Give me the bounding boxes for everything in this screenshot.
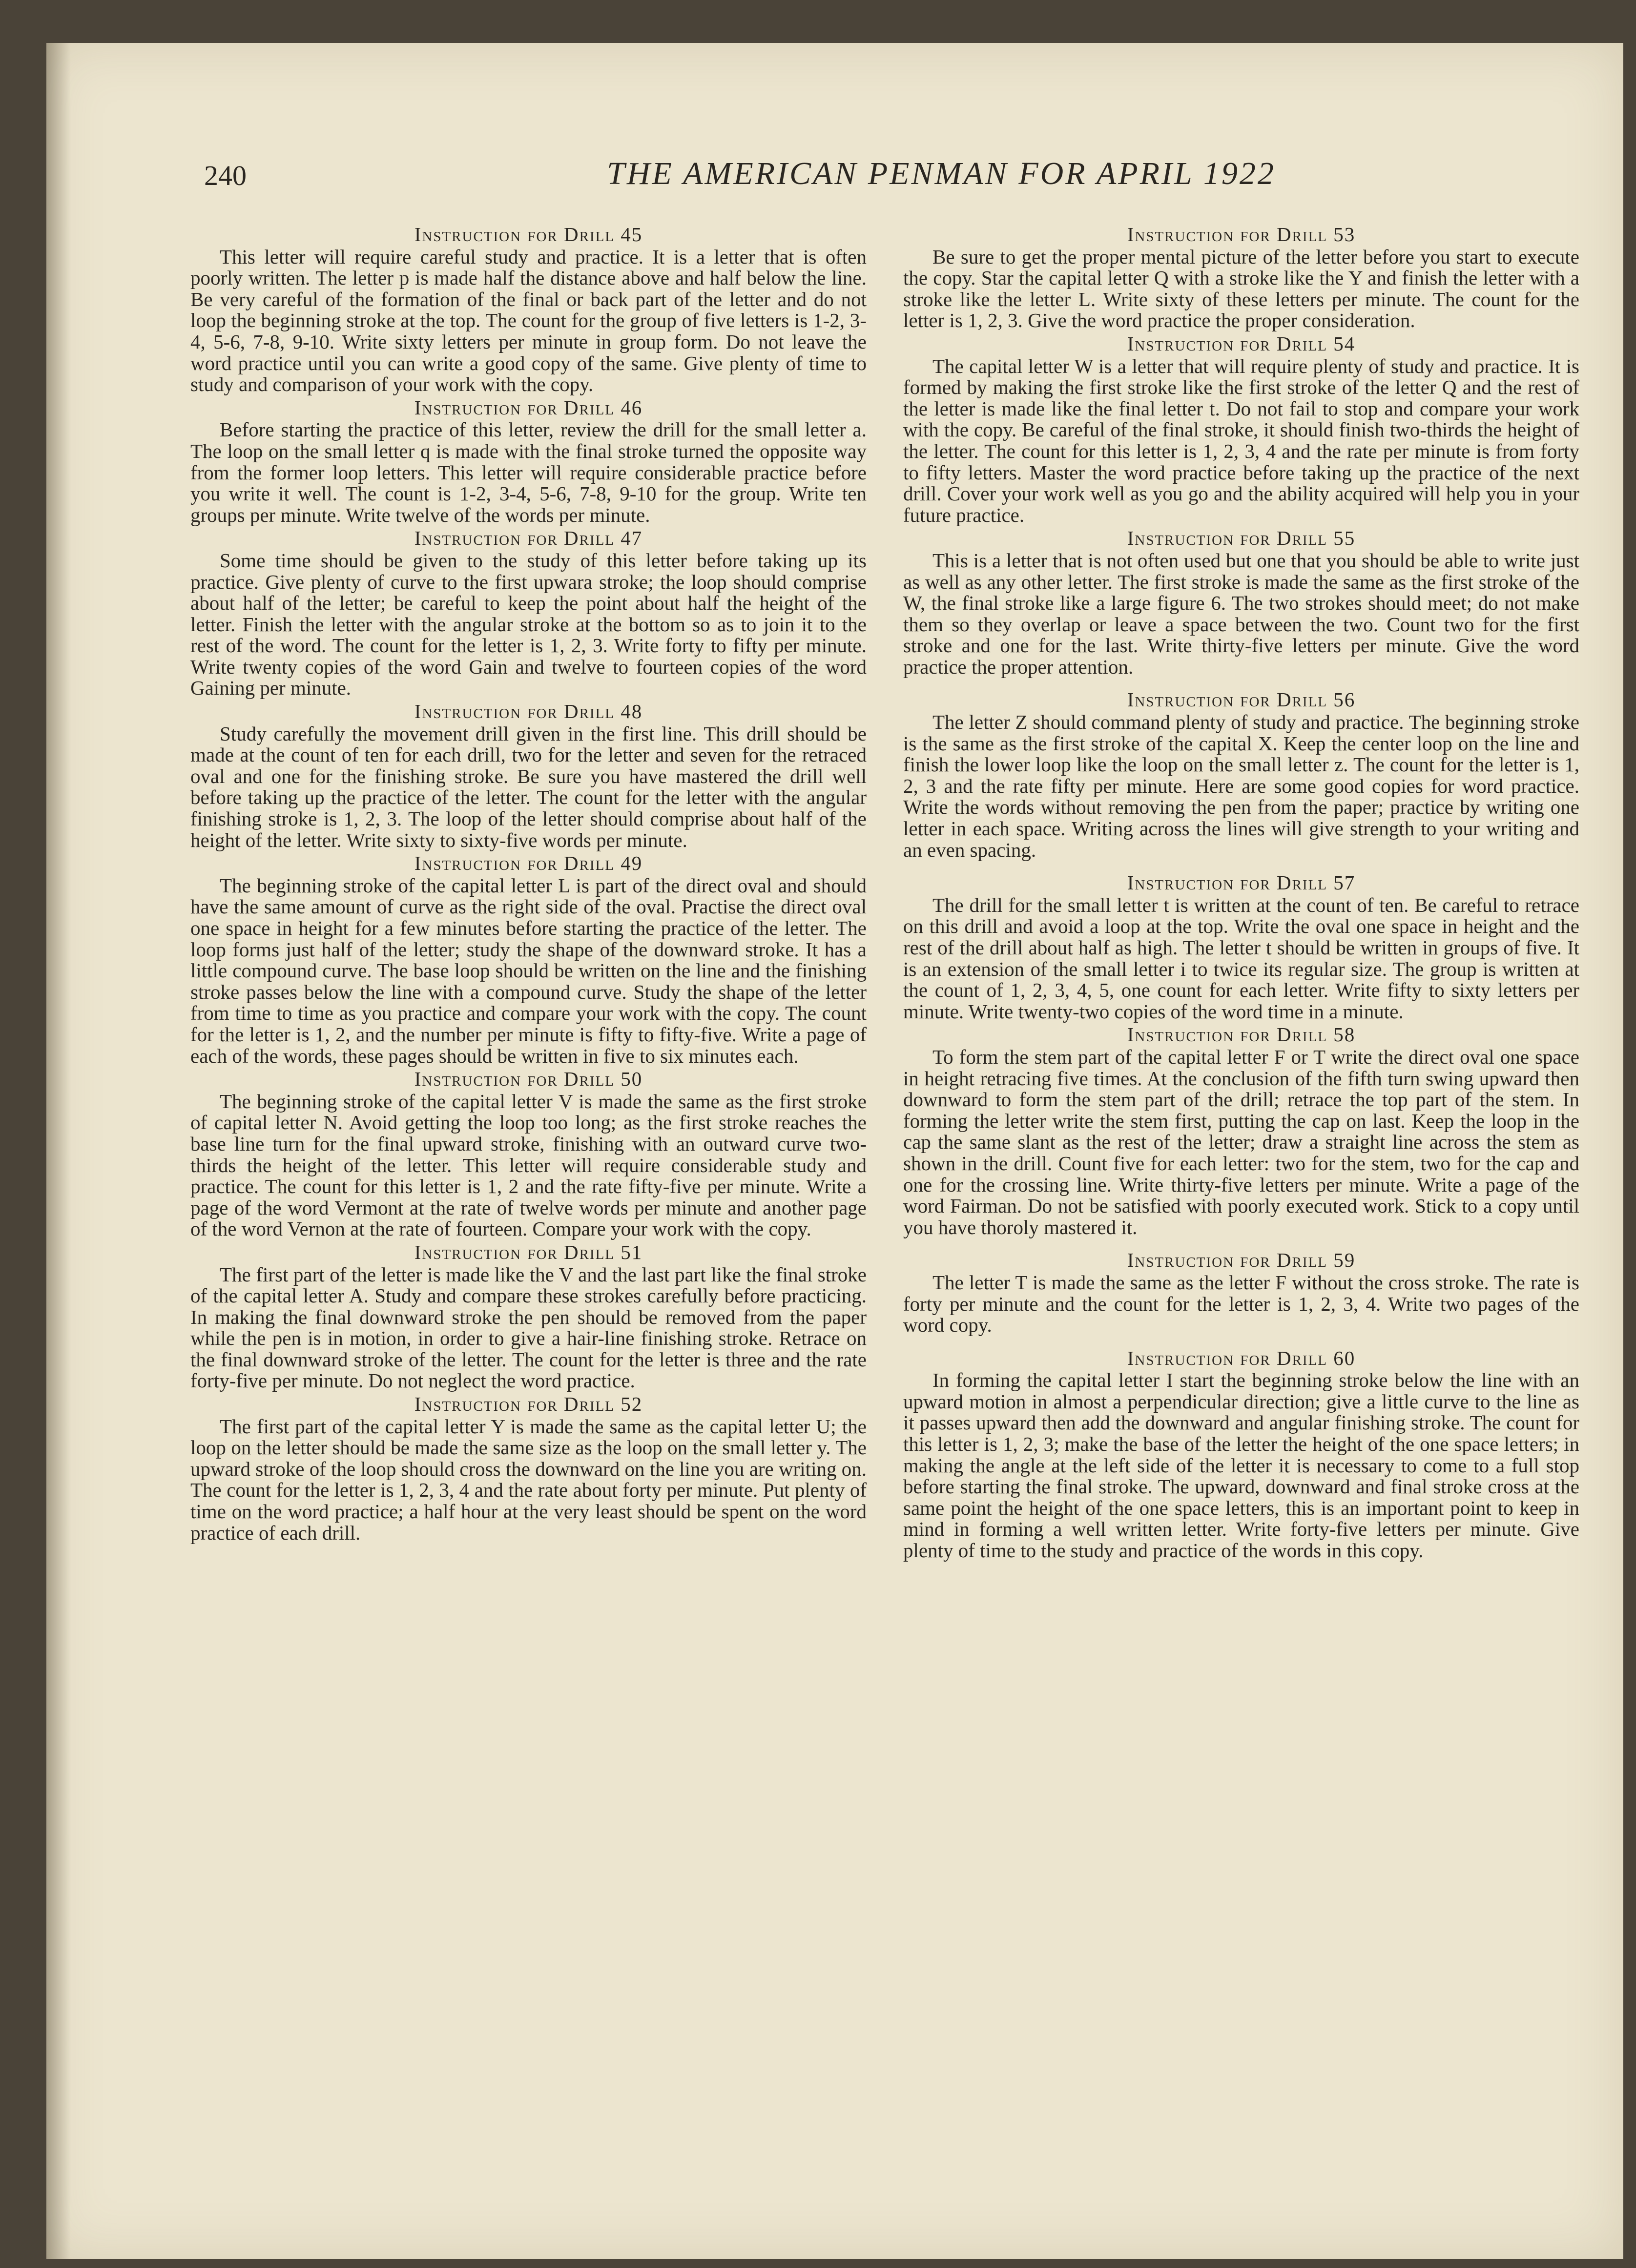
drill-text: The beginning stroke of the capital letter V is made the same as the first stroke of capital letter N. Avoid getting the loop too long; as the first stroke reaches the base line turn for the final upward stroke, finishing with an outward curve two-thirds the height of the letter. This letter will require considerable study and practice. The count for this letter is 1, 2 and the rate fifty-five per minute. Write a page of the word Vermont at the rate of twelve words per minute and another page of the word Vernon at the rate of fourteen. Compare your work with the copy. [190,1090,867,1240]
drill-text: The first part of the capital letter Y is made the same as the capital letter U; the loop on the letter should be made the same size as the loop on the small letter y. The upward stroke of the loop should cross the downward on the line you are writing on. The count for the letter is 1, 2, 3, 4 and the rate about forty per minute. Put plenty of time on the word practice; a half hour at the very least should be spent on the word practice of each drill. [190,1415,867,1544]
drill-text: Be sure to get the proper mental picture of the letter before you start to execute the copy. Star the capital letter Q with a stroke like the Y and finish the letter with a stroke like the letter L. Write sixty of these letters per minute. The count for the letter is 1, 2, 3. Give the word practice the proper consideration. [903,245,1579,332]
drill-text: The capital letter W is a letter that will require plenty of study and practice. It is formed by making the first stroke like the first stroke of the letter Q and the rest of the letter is made like the final letter t. Do not fail to stop and compare your work with the copy. Be careful of the final stroke, it should finish two-thirds the height of the letter. The count for this letter is 1, 2, 3, 4 and the rate per minute is from forty to fifty letters. Master the word practice before taking up the practice of the next drill. Cover your work well as you go and the ability acquired will help you in your future practice. [903,354,1579,526]
drill-heading: Instruction for Drill 51 [414,1240,643,1263]
drill-heading: Instruction for Drill 54 [1127,332,1356,355]
drill-heading: Instruction for Drill 53 [1127,223,1356,246]
drill-text: The beginning stroke of the capital letter L is part of the direct oval and should have the same amount of curve as the right side of the oval. Practise the direct oval one space in height for a few minutes before starting the practice of the letter. The loop forms just half of the letter; study the shape of the downward stroke. It has a little compound curve. The base loop should be written on the line and the finishing stroke passes below the line with a compound curve. Study the shape of the letter from time to time as you practice and compare your work with the copy. The count for the letter is 1, 2, and the number per minute is fifty to fifty-five. Write a page of each of the words, these pages should be written in five to six minutes each. [190,874,867,1067]
spacer [903,1238,1579,1248]
drill-heading: Instruction for Drill 55 [1127,527,1356,550]
drill-text: To form the stem part of the capital letter F or T write the direct oval one space in height retracing five times. At the conclusion of the fifth turn swing upward then downward to form the stem part of the drill; retrace the top part of the stem. In forming the letter write the stem first, putting the cap on last. Keep the loop in the cap the same slant as the rest of the letter; draw a straight line across the stem as shown in the drill. Count five for each letter: two for the stem, two for the cap and one for the crossing line. Write thirty-five letters per minute. Write a page of the word Fairman. Do not be satisfied with poorly executed work. Stick to a copy until you have thoroly mastered it. [903,1045,1579,1238]
spacer [903,1336,1579,1346]
drill-text: In forming the capital letter I start the beginning stroke below the line with an upward motion in almost a perpendicular direction; give a little curve to the line as it passes upward then add the downward and angular finishing stroke. The count for this letter is 1, 2, 3; make the base of the letter the height of the one space letters; in making the angle at the left side of the letter it is necessary to come to a full stop before starting the final stroke. The upward, downward and final stroke cross at the same point the height of the one space letters, this is an important point to keep in mind in forming a well written letter. Write forty-five letters per minute. Give plenty of time to the study and practice of the words in this copy. [903,1369,1579,1562]
right-column [903,222,1579,1562]
drill-text: The letter T is made the same as the letter F without the cross stroke. The rate is forty per minute and the count for the letter is 1, 2, 3, 4. Write two pages of the word copy. [903,1271,1579,1337]
drill-text: Before starting the practice of this letter, review the drill for the small letter a. The loop on the small letter q is made with the final stroke turned the opposite way from the former loop letters. This letter will require considerable practice before you write it well. The count is 1-2, 3-4, 5-6, 7-8, 9-10 for the group. Write ten groups per minute. Write twelve of the words per minute. [190,418,867,526]
drill-text: Study carefully the movement drill given in the first line. This drill should be made at the count of ten for each drill, two for the letter and seven for the retraced oval and one for the finishing stroke. Be sure you have mastered the drill well before taking up the practice of the letter. The count for the letter with the angular finishing stroke is 1, 2, 3. The loop of the letter should comprise about half of the height of the letter. Write sixty to sixty-five words per minute. [190,722,867,851]
page-number: 240 [204,160,247,191]
drill-heading: Instruction for Drill 59 [1127,1249,1356,1272]
drill-heading: Instruction for Drill 57 [1127,871,1356,894]
spacer [903,861,1579,870]
running-head: THE AMERICAN PENMAN FOR APRIL 1922 [607,156,1276,191]
left-column [190,222,867,1544]
drill-heading: Instruction for Drill 48 [414,700,643,723]
drill-heading: Instruction for Drill 58 [1127,1023,1356,1046]
drill-heading: Instruction for Drill 50 [414,1068,643,1091]
drill-heading: Instruction for Drill 47 [414,527,643,550]
drill-text: Some time should be given to the study of this letter before taking up its practice. Give plenty of curve to the first upwara stroke; the loop should comprise about half of the letter; be careful to keep the point about half the height of the letter. Finish the letter with the angular stroke at the bottom so as to join it to the rest of the word. The count for the letter is 1, 2, 3. Write forty to fifty per minute. Write twenty copies of the word Gain and twelve to fourteen copies of the word Gaining per minute. [190,549,867,700]
drill-text: The letter Z should command plenty of study and practice. The beginning stroke is the same as the first stroke of the capital X. Keep the center loop on the line and finish the lower loop like the loop on the small letter z. The count for the letter is 1, 2, 3 and the rate fifty per minute. Here are some good copies for word practice. Write the words without removing the pen from the paper; practice by writing one letter in each space. Writing across the lines will give strength to your writing and an even spacing. [903,711,1579,861]
drill-heading: Instruction for Drill 52 [414,1393,643,1416]
drill-text: The first part of the letter is made like the V and the last part like the final stroke of the capital letter A. Study and compare these strokes carefully before practicing. In making the final downward stroke the pen should be removed from the paper while the pen is in motion, in order to give a hair-line finishing stroke. Retrace on the final downward stroke of the letter. The count for the letter is three and the rate forty-five per minute. Do not neglect the word practice. [190,1263,867,1392]
page-header [204,155,1586,209]
binding-shadow [46,43,71,2259]
drill-heading: Instruction for Drill 49 [414,852,643,875]
drill-text: The drill for the small letter t is written at the count of ten. Be careful to retrace on this drill and avoid a loop at the top. Write the oval one space in height and the rest of the drill about half as high. The letter t should be written in groups of five. It is an extension of the small letter i to twice its regular size. The group is written at the count of 1, 2, 3, 4, 5, one count for each letter. Write fifty to sixty letters per minute. Write twenty-two copies of the word time in a minute. [903,893,1579,1023]
drill-heading: Instruction for Drill 60 [1127,1346,1356,1369]
drill-heading: Instruction for Drill 46 [414,396,643,419]
drill-text: This is a letter that is not often used but one that you should be able to write just as well as any other letter. The first stroke is made the same as the first stroke of the W, the final stroke like a large figure 6. The two strokes should meet; do not make them so they overlap or leave a space between the two. Count two for the first stroke and one for the last. Write thirty-five letters per minute. Give the word practice the proper attention. [903,549,1579,678]
spacer [903,678,1579,687]
drill-heading: Instruction for Drill 56 [1127,688,1356,711]
drill-heading: Instruction for Drill 45 [414,223,643,246]
drill-text: This letter will require careful study and practice. It is a letter that is often poorly written. The letter p is made half the distance above and half below the line. Be very careful of the formation of the final or back part of the letter and do not loop the beginning stroke at the top. The count for the group of five letters is 1-2, 3-4, 5-6, 7-8, 9-10. Write sixty letters per minute in group form. Do not leave the word practice until you can write a good copy of the same. Give plenty of time to study and comparison of your work with the copy. [190,245,867,396]
